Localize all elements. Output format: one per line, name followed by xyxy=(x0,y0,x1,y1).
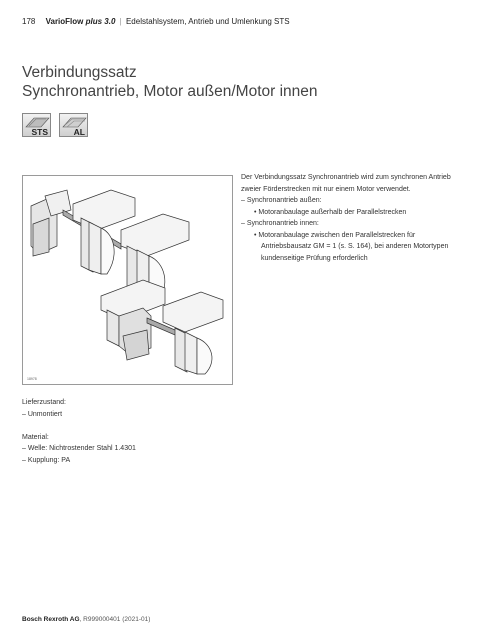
footer-doc: , R999000401 (2021-01) xyxy=(79,616,151,623)
section-title: Edelstahlsystem, Antrieb und Umlenkung STS xyxy=(125,17,290,26)
page-header xyxy=(22,17,290,26)
page-footer xyxy=(22,616,150,623)
delivery-heading: Lieferzustand: xyxy=(22,399,66,406)
description-item-inner-detail: • Motoranbaulage zwischen den Parallelstrecken für Antriebsbausatz GM = 1 (s. S. 164), bei anderen Motortypen kundenseitige Prüfung erforderlich xyxy=(254,231,449,262)
description-item-outer-detail: • Motoranbaulage außerhalb der Parallelstrecken xyxy=(254,208,407,216)
title-line-2: Synchronantrieb, Motor außen/Motor innen xyxy=(22,83,318,100)
synchronous-drive-illustration xyxy=(23,176,232,384)
page-title xyxy=(22,63,318,101)
description xyxy=(241,172,461,264)
footer-company: Bosch Rexroth AG xyxy=(22,616,80,623)
title-line-1: Verbindungssatz xyxy=(22,64,137,81)
badge-sts-label: STS xyxy=(31,127,48,137)
badge-al xyxy=(59,113,88,137)
material-item-shaft: – Welle: Nichtrostender Stahl 1.4301 xyxy=(22,445,136,452)
delivery-item: – Unmontiert xyxy=(22,410,63,418)
product-name: VarioFlow plus 3.0 xyxy=(45,17,116,26)
description-intro: Der Verbindungssatz Synchronantrieb wird zum synchronen Antrieb zweier Förderstrecken mit nur einem Motor verwendet. xyxy=(241,174,451,193)
system-badges xyxy=(22,113,88,137)
specifications xyxy=(22,397,136,466)
product-figure xyxy=(22,175,233,385)
badge-sts xyxy=(22,113,51,137)
badge-al-label: AL xyxy=(73,127,85,137)
description-item-inner: – Synchronantrieb innen: xyxy=(241,220,319,227)
page-number: 178 xyxy=(22,17,36,26)
material-item-coupling: – Kupplung: PA xyxy=(22,456,71,464)
description-item-outer: – Synchronantrieb außen: xyxy=(241,197,322,204)
header-separator: | xyxy=(119,17,122,26)
material-heading: Material: xyxy=(22,433,49,441)
figure-id: 18978 xyxy=(27,377,37,381)
